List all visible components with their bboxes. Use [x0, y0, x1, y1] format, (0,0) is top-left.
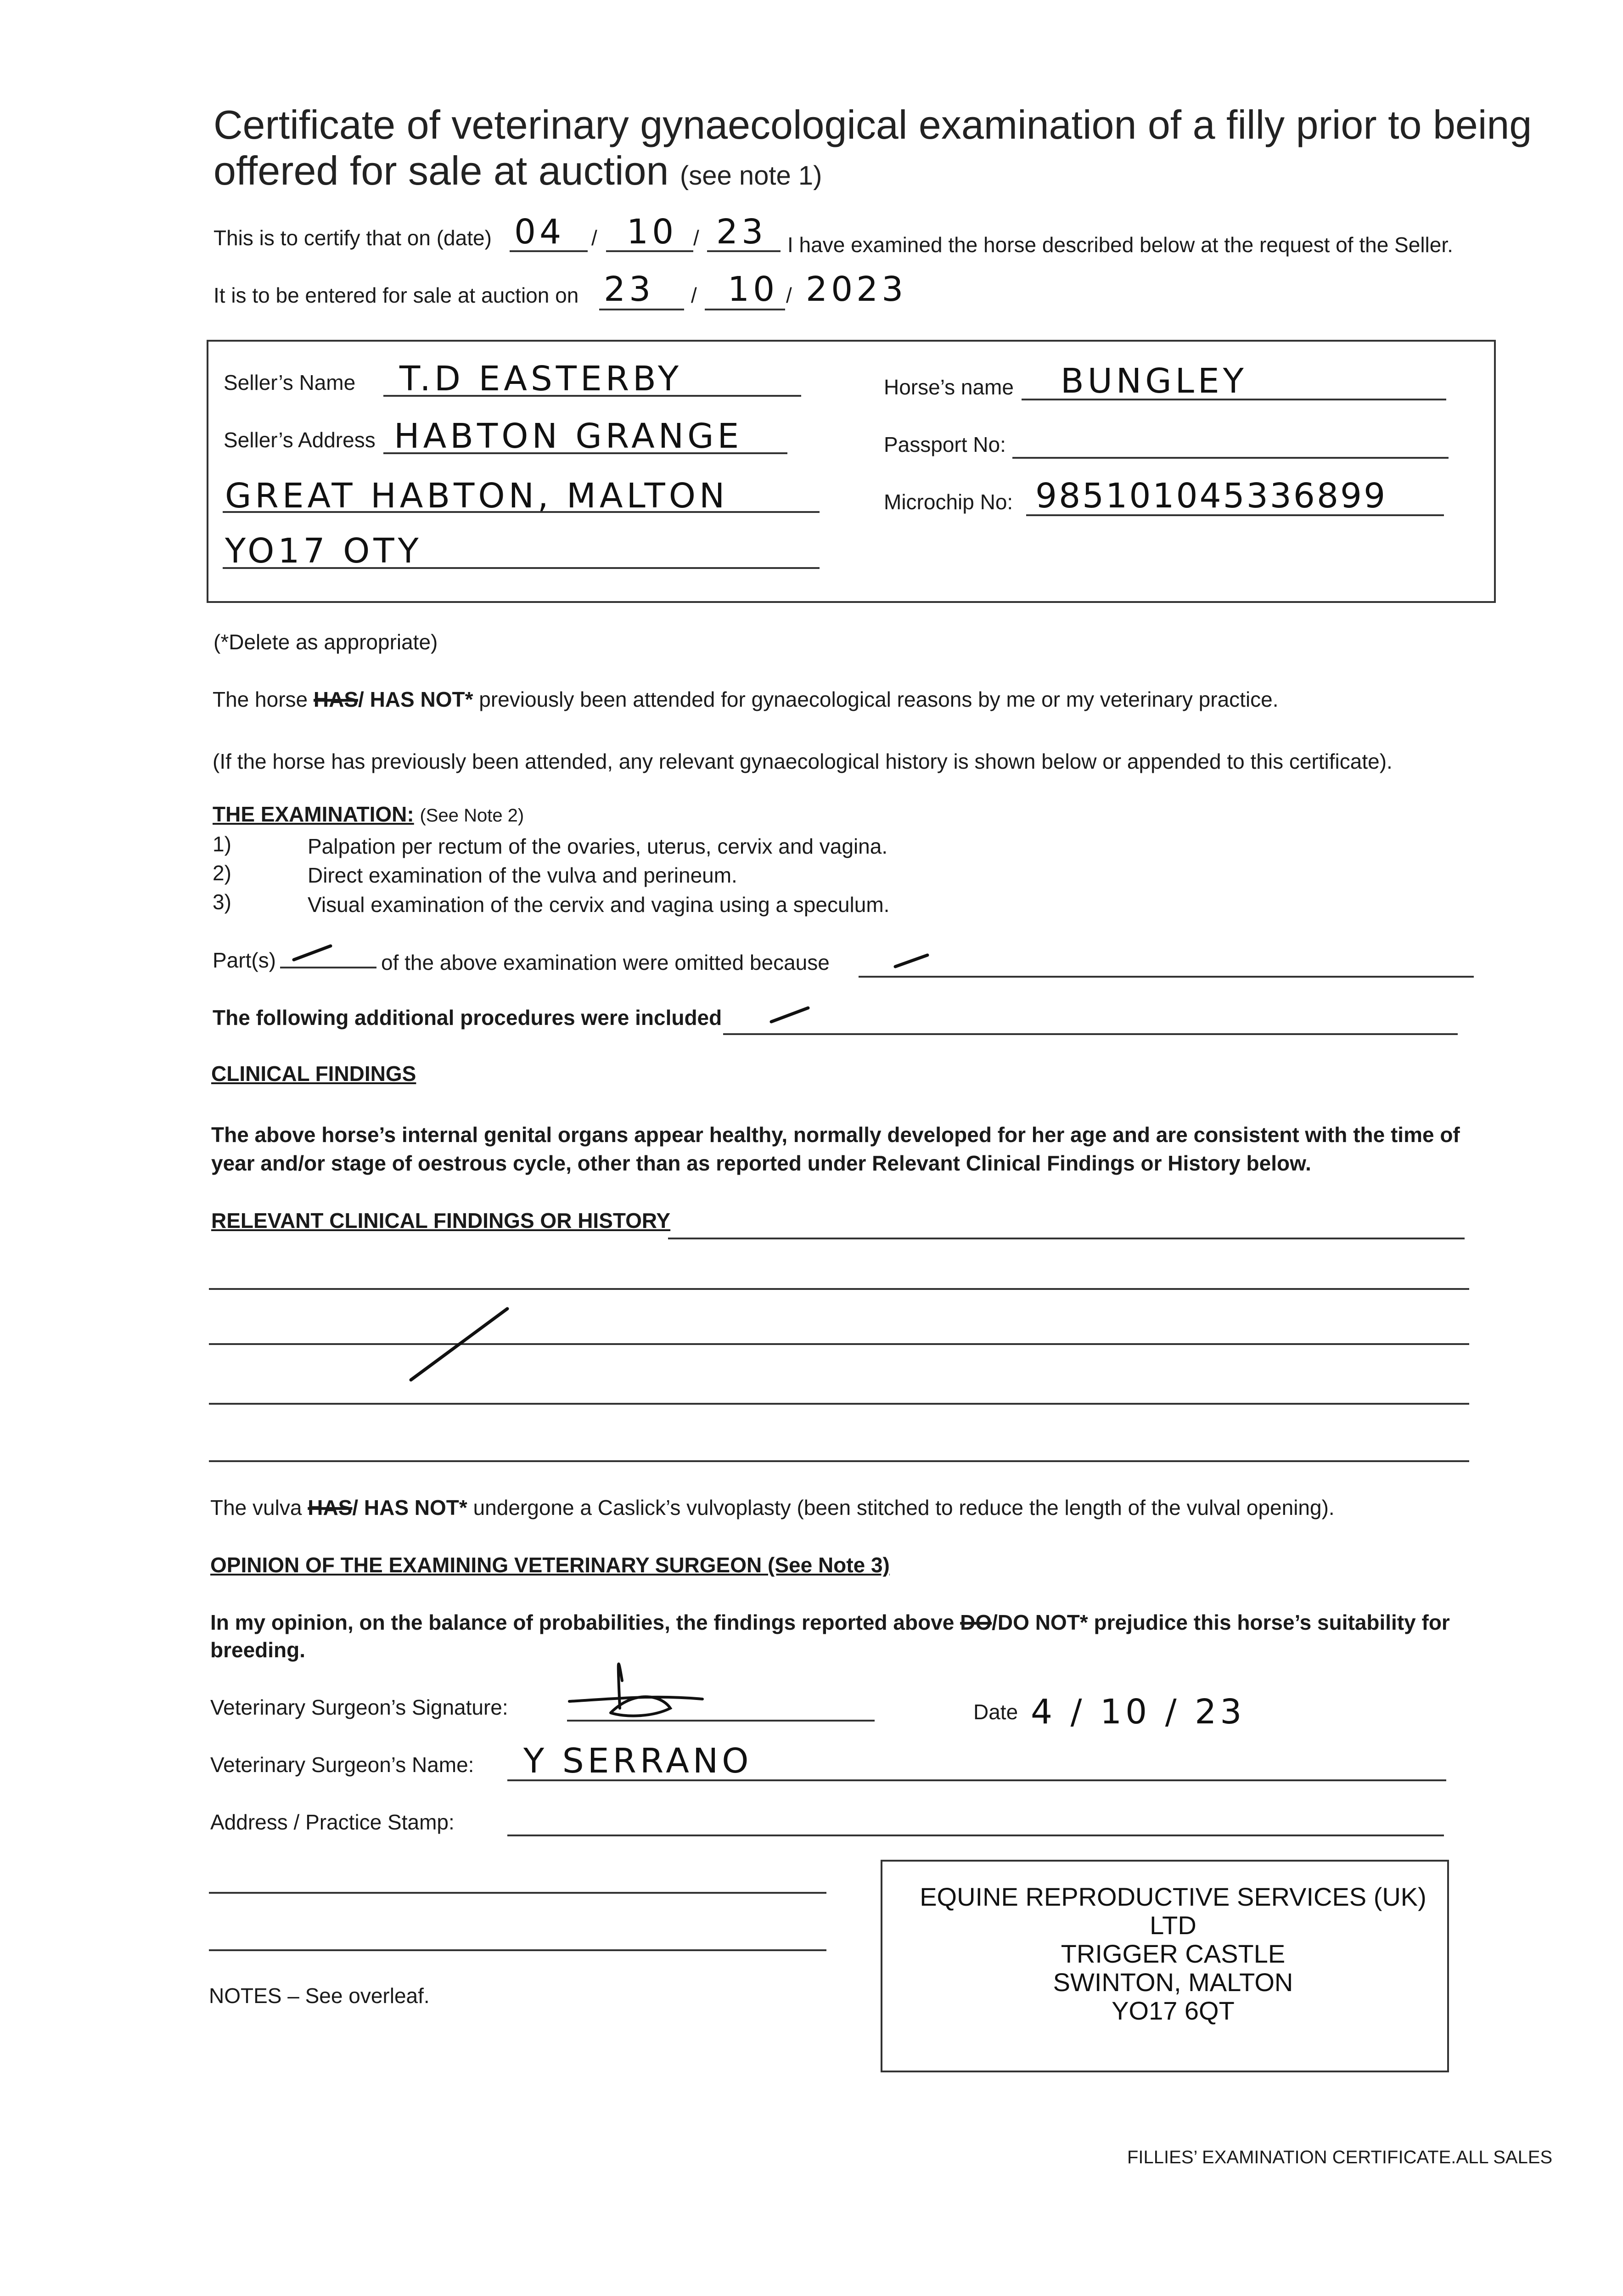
- certify-suffix: I have examined the horse described below at the request of the Seller.: [787, 233, 1453, 257]
- history-note: (If the horse has previously been attended, any relevant gynaecological history is shown below or appended to this certificate).: [213, 749, 1393, 773]
- stamp-line4: YO17 6QT: [1112, 1996, 1235, 2025]
- title-note: (see note 1): [680, 161, 822, 191]
- exam-date-day: 04: [514, 212, 565, 252]
- relevant-findings-heading: RELEVANT CLINICAL FINDINGS OR HISTORY: [211, 1209, 671, 1232]
- clinical-heading: CLINICAL FINDINGS: [211, 1062, 416, 1086]
- auction-prefix: It is to be entered for sale at auction on: [213, 283, 579, 307]
- certificate-title: Certificate of veterinary gynaecological examination of a filly prior to being offered for sale at auction (see note 1): [213, 102, 1532, 193]
- seller-address-line3: YO17 OTY: [225, 531, 422, 571]
- certify-prefix: This is to certify that on (date): [213, 226, 492, 250]
- exam-date-year: 23: [716, 212, 767, 252]
- seller-address-line1: HABTON GRANGE: [394, 416, 743, 456]
- exam-item-2-text: Direct examination of the vulva and perineum.: [308, 863, 737, 887]
- auction-date-year: 2023: [806, 270, 907, 309]
- vulva-struck-option: HAS: [308, 1496, 353, 1519]
- stamp-line3: SWINTON, MALTON: [1053, 1968, 1293, 1997]
- vulva-selected-option: / HAS NOT*: [352, 1496, 467, 1519]
- passport-label: Passport No:: [884, 433, 1006, 456]
- exam-date-month: 10: [627, 212, 678, 252]
- exam-item-2-num: 2): [213, 861, 231, 885]
- omitted-label: of the above examination were omitted because: [381, 951, 830, 974]
- footer-title: FILLIES’ EXAMINATION CERTIFICATE.ALL SALES: [1127, 2147, 1553, 2167]
- seller-address-label: Seller’s Address: [224, 428, 376, 452]
- surgeon-name-label: Veterinary Surgeon’s Name:: [210, 1753, 474, 1777]
- seller-name-label: Seller’s Name: [224, 371, 356, 394]
- stamp-line2: TRIGGER CASTLE: [1061, 1939, 1286, 1968]
- notes-reference: NOTES – See overleaf.: [209, 1984, 430, 2008]
- attended-struck-option: HAS: [313, 687, 359, 711]
- seller-name: T.D EASTERBY: [399, 359, 683, 399]
- opinion-selected-option: /DO NOT*: [992, 1610, 1088, 1634]
- microchip-label: Microchip No:: [884, 490, 1013, 514]
- address-stamp-label: Address / Practice Stamp:: [210, 1810, 455, 1834]
- additional-procedures-label: The following additional procedures were included: [213, 1006, 722, 1030]
- opinion-statement: In my opinion, on the balance of probabilities, the findings reported above DO/DO NOT* prejudice this horse’s suitability for: [210, 1610, 1450, 1634]
- exam-item-1-num: 1): [213, 832, 231, 856]
- horse-name: BUNGLEY: [1061, 361, 1247, 401]
- horse-name-label: Horse’s name: [884, 375, 1014, 399]
- examination-heading: THE EXAMINATION: (See Note 2): [213, 802, 524, 826]
- exam-item-1-text: Palpation per rectum of the ovaries, uterus, cervix and vagina.: [308, 834, 888, 858]
- attended-statement: The horse HAS/ HAS NOT* previously been attended for gynaecological reasons by me or my veterinary practice.: [213, 687, 1279, 711]
- auction-date-day: 23: [604, 270, 655, 309]
- parts-label: Part(s): [213, 948, 276, 972]
- exam-item-3-num: 3): [213, 890, 231, 914]
- microchip-number: 985101045336899: [1035, 476, 1387, 516]
- opinion-heading: OPINION OF THE EXAMINING VETERINARY SURGEON (See Note 3): [210, 1553, 890, 1577]
- vulva-statement: The vulva HAS/ HAS NOT* undergone a Caslick’s vulvoplasty (been stitched to reduce the length of the vulval opening).: [210, 1496, 1335, 1519]
- sign-date-label: Date: [973, 1700, 1018, 1724]
- exam-item-3-text: Visual examination of the cervix and vagina using a speculum.: [308, 893, 890, 917]
- opinion-struck-option: DO: [960, 1610, 992, 1634]
- seller-address-line2: GREAT HABTON, MALTON: [225, 476, 729, 516]
- stamp-line1: EQUINE REPRODUCTIVE SERVICES (UK) LTD: [920, 1882, 1426, 1940]
- attended-selected-option: / HAS NOT*: [358, 687, 473, 711]
- opinion-line2: breeding.: [210, 1638, 306, 1662]
- sign-date: 4 / 10 / 23: [1031, 1692, 1246, 1732]
- signature-label: Veterinary Surgeon’s Signature:: [210, 1695, 508, 1719]
- auction-date-month: 10: [728, 270, 779, 309]
- surgeon-name: Y SERRANO: [523, 1741, 753, 1781]
- clinical-statement: The above horse’s internal genital organs appear healthy, normally developed for her age and are consistent with the time of year and/or stage of oestrous cycle, other than as reported under Relevant Clinical Findings or History below.: [211, 1123, 1460, 1175]
- delete-note: (*Delete as appropriate): [213, 630, 438, 654]
